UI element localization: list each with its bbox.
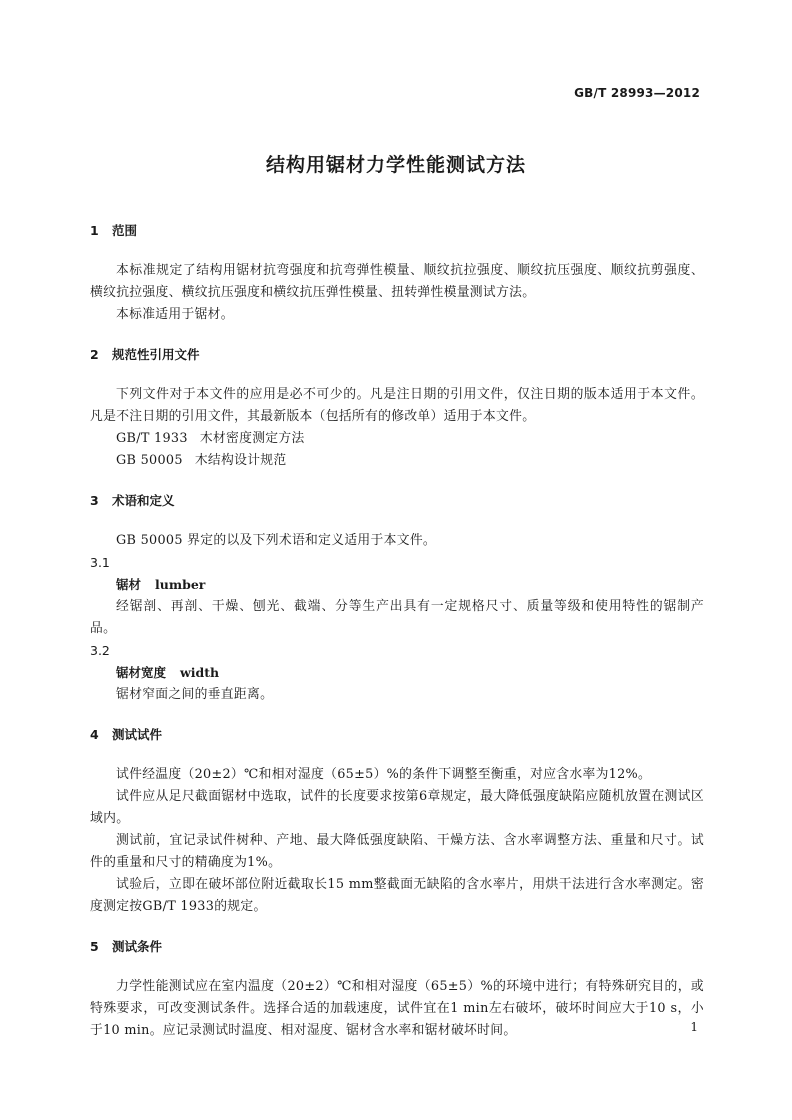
section-heading-4: 4 测试试件 bbox=[90, 727, 163, 742]
section-heading-1: 1 范围 bbox=[90, 223, 138, 238]
section-4-paragraph-1: 试件经温度（20±2）℃和相对湿度（65±5）%的条件下调整至衡重，对应含水率为12%。 bbox=[116, 767, 652, 782]
document-body bbox=[90, 220, 704, 1042]
term-number: 3.2 bbox=[90, 643, 110, 658]
page-number: 1 bbox=[690, 1020, 698, 1034]
section-heading-5: 5 测试条件 bbox=[90, 939, 163, 954]
section-1-paragraph-1: 本标准规定了结构用锯材抗弯强度和抗弯弹性模量、顺纹抗拉强度、顺纹抗压强度、顺纹抗剪强度、横纹抗拉强度、横纹抗压强度和横纹抗压弹性模量、扭转弹性模量测试方法。 bbox=[90, 263, 704, 300]
section-3-paragraph-1: GB 50005 界定的以及下列术语和定义适用于本文件。 bbox=[116, 533, 437, 548]
section-heading-2: 2 规范性引用文件 bbox=[90, 347, 200, 362]
term-definition: 经锯剖、再剖、干燥、刨光、截端、分等生产出具有一定规格尺寸、质量等级和使用特性的锯制产品。 bbox=[90, 599, 704, 636]
section-5-paragraph-1: 力学性能测试应在室内温度（20±2）℃和相对湿度（65±5）%的环境中进行；有特殊研究目的，或特殊要求，可改变测试条件。选择合适的加载速度，试件宜在1 min左右破坏，破坏时间应大于10 s，小于10 min。应记录测试时温度、相对湿度、锯材含水率和锯材破坏时间。 bbox=[90, 979, 704, 1038]
section-4-paragraph-4: 试验后，立即在破坏部位附近截取长15 mm整截面无缺陷的含水率片，用烘干法进行含水率测定。密度测定按GB/T 1933的规定。 bbox=[90, 877, 704, 914]
reference-item: GB/T 1933 木材密度测定方法 bbox=[116, 431, 305, 446]
section-heading-3: 3 术语和定义 bbox=[90, 493, 175, 508]
term-number: 3.1 bbox=[90, 555, 110, 570]
term-entry: 锯材宽度 width bbox=[116, 665, 220, 680]
term-entry: 锯材 lumber bbox=[116, 577, 206, 592]
section-4-paragraph-3: 测试前，宜记录试件树种、产地、最大降低强度缺陷、干燥方法、含水率调整方法、重量和尺寸。试件的重量和尺寸的精确度为1%。 bbox=[90, 833, 704, 870]
document-title: 结构用锯材力学性能测试方法 bbox=[265, 154, 526, 176]
section-2-paragraph-1: 下列文件对于本文件的应用是必不可少的。凡是注日期的引用文件，仅注日期的版本适用于本文件。凡是不注日期的引用文件，其最新版本（包括所有的修改单）适用于本文件。 bbox=[90, 387, 704, 424]
reference-item: GB 50005 木结构设计规范 bbox=[116, 453, 287, 468]
standard-code: GB/T 28993—2012 bbox=[574, 86, 700, 100]
term-definition: 锯材窄面之间的垂直距离。 bbox=[116, 687, 274, 702]
section-1-paragraph-2: 本标准适用于锯材。 bbox=[116, 307, 234, 322]
section-4-paragraph-2: 试件应从足尺截面锯材中选取，试件的长度要求按第6章规定，最大降低强度缺陷应随机放置在测试区域内。 bbox=[90, 789, 704, 826]
